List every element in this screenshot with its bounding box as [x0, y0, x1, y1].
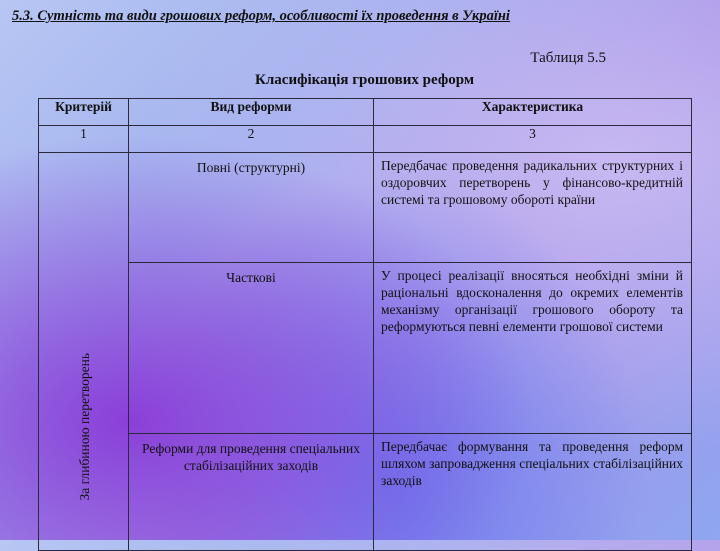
reform-type-cell: Повні (структурні) — [129, 153, 374, 263]
column-header-type: Вид реформи — [129, 99, 374, 126]
reform-type-cell: Реформи для проведення спеціальних стабілізаційних заходів — [129, 434, 374, 551]
section-heading: 5.3. Сутність та види грошових реформ, особливості їх проведення в Україні — [12, 8, 510, 24]
table-row — [39, 263, 692, 434]
reform-description-cell: Передбачає проведення радикальних структурних і оздоровчих перетворень у фінансово-кредитній системі та грошовому обороті країни — [374, 153, 692, 263]
table-caption: Класифікація грошових реформ — [255, 72, 475, 88]
classification-table — [38, 98, 692, 551]
column-header-criterion: Критерій — [39, 99, 129, 126]
column-number: 3 — [374, 126, 692, 153]
reform-type-cell: Часткові — [129, 263, 374, 434]
table-row — [39, 153, 692, 263]
table-row — [39, 434, 692, 551]
column-header-characteristic: Характеристика — [374, 99, 692, 126]
column-number: 2 — [129, 126, 374, 153]
reform-description-cell: Передбачає формування та проведення реформ шляхом запровадження спеціальних стабілізаційних заходів — [374, 434, 692, 551]
table-header-row — [39, 99, 692, 126]
criterion-cell — [39, 153, 129, 551]
reform-description-cell: У процесі реалізації вносяться необхідні зміни й раціональні вдосконалення до окремих елементів механізму організації грошового обороту та реформуються певні елементи грошової системи — [374, 263, 692, 434]
column-number-row — [39, 126, 692, 153]
table-number: Таблиця 5.5 — [530, 50, 606, 66]
column-number: 1 — [39, 126, 129, 153]
criterion-label: За глибиною перетворень — [77, 353, 92, 501]
